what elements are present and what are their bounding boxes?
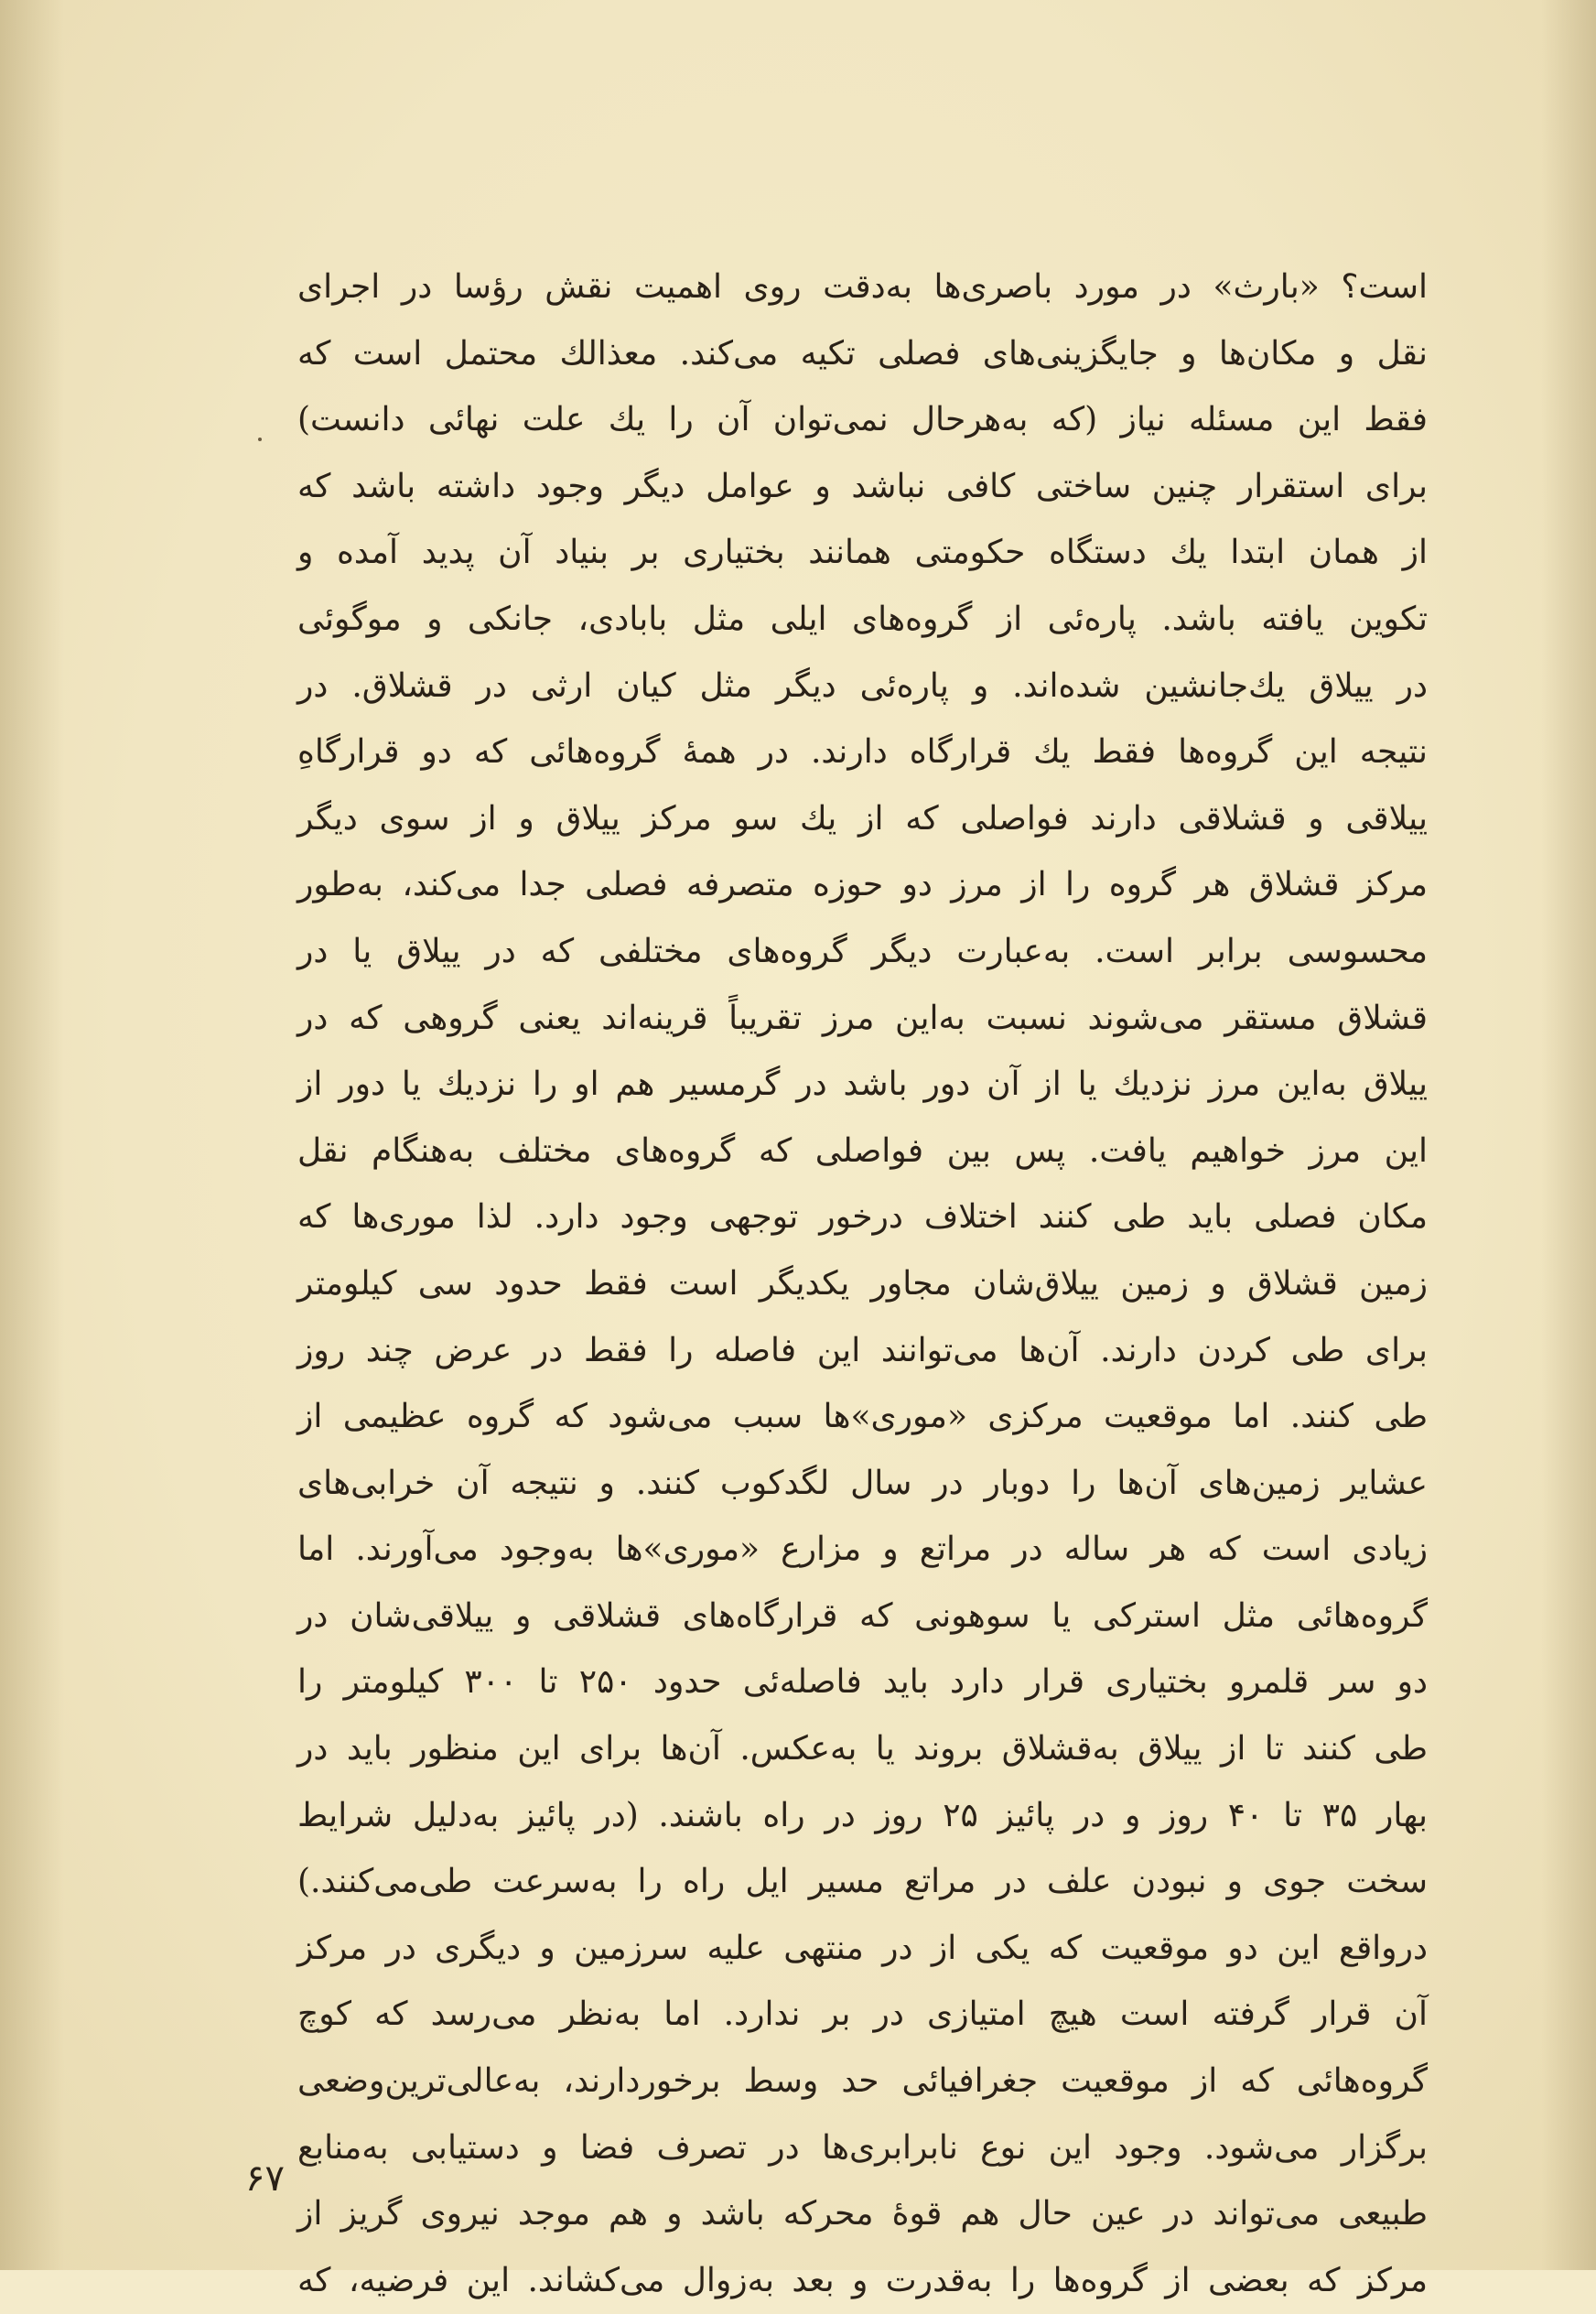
text-line: مرکز که بعضی از گروه‌ها را به‌قدرت و بعد به‌زوال می‌کشاند. این فرضیه، که: [297, 2261, 1428, 2299]
text-line: محسوسی برابر است. به‌عبارت دیگر گروه‌های مختلفی که در ییلاق یا در: [297, 932, 1428, 970]
text-line: زمین قشلاق و زمین ییلاق‌شان مجاور یکدیگر است فقط حدود سی کیلومتر: [297, 1264, 1428, 1303]
text-line: این مرز خواهیم یافت. پس بین فواصلی که گروه‌های مختلف به‌هنگام نقل: [297, 1131, 1428, 1170]
text-line: ییلاق به‌این مرز نزدیك یا از آن دور باشد در گرمسیر هم او را نزدیك یا دور از: [297, 1065, 1428, 1104]
text-line: عشایر زمین‌های آن‌ها را دوبار در سال لگدکوب کنند. و نتیجه آن خرابی‌های: [297, 1464, 1428, 1502]
text-line: بهار ۳۵ تا ۴۰ روز و در پائیز ۲۵ روز در راه باشند. (در پائیز به‌دلیل شرایط: [297, 1796, 1428, 1834]
text-line: طی کنند. اما موقعیت مرکزی «موری»ها سبب می‌شود که گروه عظیمی از: [297, 1398, 1428, 1436]
text-line: است؟ «بارث» در مورد باصری‌ها به‌دقت روی اهمیت نقش رؤسا در اجرای: [297, 268, 1428, 306]
text-line: طی کنند تا از ییلاق به‌قشلاق بروند یا به‌عکس. آن‌ها برای این منظور باید در: [297, 1730, 1428, 1768]
text-line: فقط این مسئله نیاز (که به‌هرحال نمی‌توان آن را یك علت نهائی دانست): [297, 401, 1428, 439]
text-line: نتیجه این گروه‌ها فقط یك قرارگاه دارند. در همهٔ گروه‌هائی که دو قرارگاهِ: [297, 733, 1428, 772]
text-line: گروه‌هائی که از موقعیت جغرافیائی حد وسط برخوردارند، به‌عالی‌ترین‌وضعی: [297, 2062, 1428, 2101]
text-line: آن قرار گرفته است هیچ امتیازی در بر ندارد. اما به‌نظر می‌رسد که کوچ: [297, 1995, 1428, 2034]
page-edge-shadow-left: [0, 0, 64, 2270]
text-line: مکان فصلی باید طی کنند اختلاف درخور توجهی وجود دارد. لذا موری‌ها که: [297, 1198, 1428, 1237]
body-text: [297, 254, 1428, 2314]
text-line: درواقع این دو موقعیت که یکی از در منتهی علیه سرزمین و دیگری در مرکز: [297, 1929, 1428, 1967]
text-line: مرکز قشلاق هر گروه را از مرز دو حوزه متصرفه فصلی جدا می‌کند، به‌طور: [297, 866, 1428, 904]
text-line: برای استقرار چنین ساختی کافی نباشد و عوامل دیگر وجود داشته باشد که: [297, 467, 1428, 505]
text-line: نقل و مکان‌ها و جایگزینی‌های فصلی تکیه می‌کند. معذالك محتمل است که: [297, 334, 1428, 373]
text-line: سخت جوی و نبودن علف در مراتع مسیر ایل راه را به‌سرعت طی‌می‌کنند.): [297, 1863, 1428, 1901]
text-line: قشلاق مستقر می‌شوند نسبت به‌این مرز تقریباً قرینه‌اند یعنی گروهی که در: [297, 999, 1428, 1037]
page-number: ۶۷: [245, 2157, 285, 2200]
stray-ink-dot: [258, 438, 262, 441]
text-line: برگزار می‌شود. وجود این نوع نابرابری‌ها در تصرف فضا و دستیابی به‌منابع: [297, 2128, 1429, 2167]
text-line: در ییلاق یك‌جانشین شده‌اند. و پاره‌ئی دیگر مثل کیان ارثی در قشلاق. در: [297, 666, 1428, 705]
page-edge-shadow-right: [1541, 0, 1596, 2270]
text-line: زیادی است که هر ساله در مراتع و مزارع «موری»ها به‌وجود می‌آورند. اما: [297, 1530, 1428, 1569]
text-line: گروه‌هائی مثل استرکی یا سوهونی که قرارگاه‌های قشلاقی و ییلاقی‌شان در: [297, 1596, 1428, 1635]
text-line: طبیعی می‌تواند در عین حال هم قوهٔ محرکه باشد و هم موجد نیروی گریز از: [297, 2195, 1428, 2233]
text-line: ییلاقی و قشلاقی دارند فواصلی که از یك سو مرکز ییلاق و از سوی دیگر: [297, 799, 1428, 838]
text-line: تکوین یافته باشد. پاره‌ئی از گروه‌های ایلی مثل بابادی، جانکی و موگوئی: [297, 600, 1428, 638]
text-line: دو سر قلمرو بختیاری قرار دارد باید فاصله‌ئی حدود ۲۵۰ تا ۳۰۰ کیلومتر را: [297, 1663, 1429, 1702]
text-line: برای طی کردن دارند. آن‌ها می‌توانند این فاصله را فقط در عرض چند روز: [297, 1331, 1428, 1369]
text-line: از همان ابتدا یك دستگاه حکومتی همانند بختیاری بر بنیاد آن پدید آمده و: [297, 534, 1428, 572]
